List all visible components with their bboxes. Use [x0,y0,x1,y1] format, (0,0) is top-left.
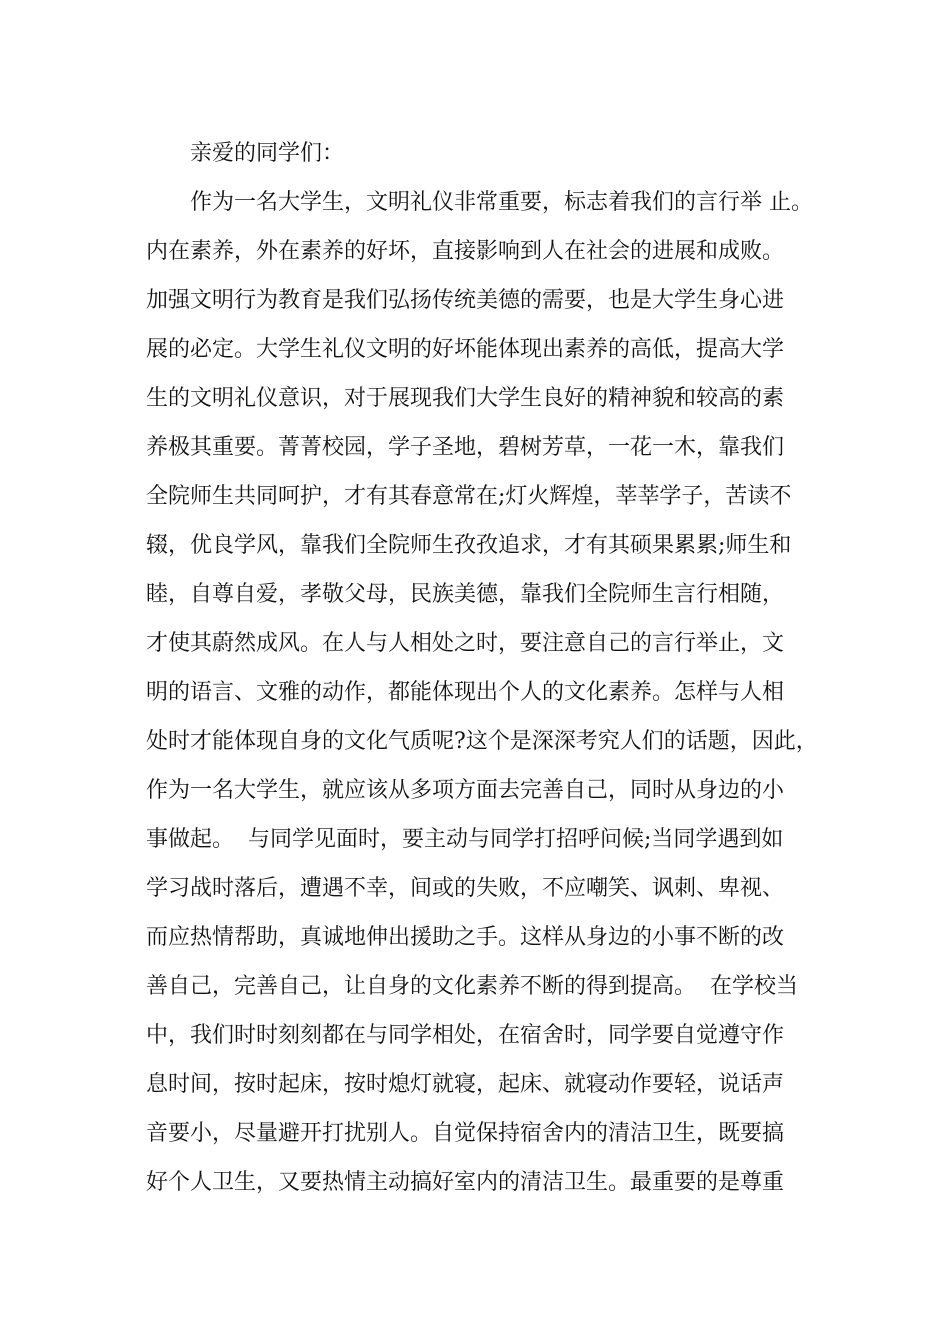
text-line: 作为一名大学生，就应该从多项方面去完善自己，同时从身边的小 [146,778,785,803]
text-line: 事做起。 与同学见面时，要主动与同学打招呼问候;当同学遇到如 [146,827,784,852]
text-line: 才使其蔚然成风。在人与人相处之时，要注意自己的言行举止，文 [146,631,785,656]
text-line: 辍，优良学风，靠我们全院师生孜孜追求，才有其硕果累累;师生和 [146,533,792,558]
text-line: 处时才能体现自身的文化气质呢?这个是深深考究人们的话题，因此， [146,729,818,754]
salutation: 亲爱的同学们： [190,141,345,166]
text-line: 学习战时落后，遭遇不幸，间或的失败，不应嘲笑、讽刺、卑视、 [146,876,785,901]
text-line: 好个人卫生，又要热情主动搞好室内的清洁卫生。最重要的是尊重 [146,1170,785,1195]
text-line: 中，我们时时刻刻都在与同学相处，在宿舍时，同学要自觉遵守作 [146,1023,785,1048]
text-line: 善自己，完善自己，让自身的文化素养不断的得到提高。 在学校当 [146,974,798,999]
text-line: 睦，自尊自爱，孝敬父母，民族美德，靠我们全院师生言行相随， [146,582,785,607]
text-line: 明的语言、文雅的动作，都能体现出个人的文化素养。怎样与人相 [146,680,785,705]
text-line: 息时间，按时起床，按时熄灯就寝，起床、就寝动作要轻，说话声 [146,1072,785,1097]
text-line: 全院师生共同呵护，才有其春意常在;灯火辉煌，莘莘学子，苦读不 [146,484,792,509]
text-line: 而应热情帮助，真诚地伸出援助之手。这样从身边的小事不断的改 [146,925,785,950]
text-line: 作为一名大学生，文明礼仪非常重要，标志着我们的言行举 止。 [190,190,813,215]
text-line: 音要小，尽量避开打扰别人。自觉保持宿舍内的清洁卫生，既要搞 [146,1121,785,1146]
text-line: 生的文明礼仪意识，对于展现我们大学生良好的精神貌和较高的素 [146,386,785,411]
text-line: 养极其重要。菁菁校园，学子圣地，碧树芳草，一花一木，靠我们 [146,435,785,460]
text-line: 加强文明行为教育是我们弘扬传统美德的需要，也是大学生身心进 [146,288,785,313]
text-line: 展的必定。大学生礼仪文明的好坏能体现出素养的高低，提高大学 [146,337,785,362]
text-line: 内在素养，外在素养的好坏，直接影响到人在社会的进展和成败。 [146,239,785,264]
